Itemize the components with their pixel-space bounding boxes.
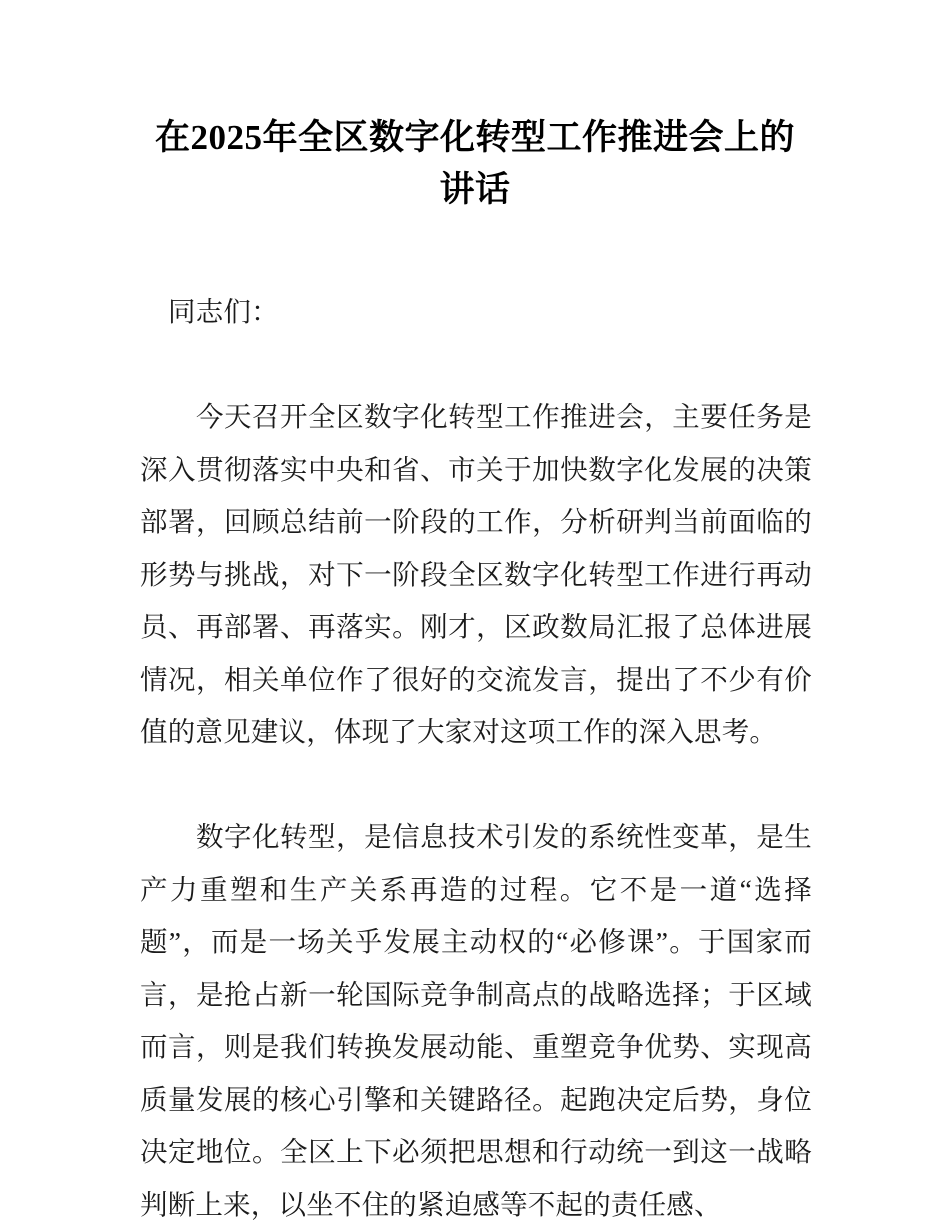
paragraph-spacer xyxy=(140,339,812,392)
document-body xyxy=(140,286,812,1230)
body-paragraph-1: 今天召开全区数字化转型工作推进会，主要任务是深入贯彻落实中央和省、市关于加快数字化发展的决策部署，回顾总结前一阶段的工作，分析研判当前面临的形势与挑战，对下一阶段全区数字化转型工作进行再动员、再部署、再落实。刚才，区政数局汇报了总体进展情况，相关单位作了很好的交流发言，提出了不少有价值的意见建议，体现了大家对这项工作的深入思考。 xyxy=(140,401,812,747)
page-title: 在2025年全区数字化转型工作推进会上的讲话 xyxy=(154,118,795,209)
paragraph-spacer xyxy=(140,759,812,812)
body-paragraph-2: 数字化转型，是信息技术引发的系统性变革，是生产力重塑和生产关系再造的过程。它不是一道“选择题”，而是一场关乎发展主动权的“必修课”。于国家而言，是抢占新一轮国际竞争制高点的战略选择；于区域而言，则是我们转换发展动能、重塑竞争优势、实现高质量发展的核心引擎和关键路径。起跑决定后势，身位决定地位。全区上下必须把思想和行动统一到这一战略判断上来，以坐不住的紧迫感等不起的责任感、 xyxy=(140,821,812,1220)
salutation-line: 同志们： xyxy=(168,296,279,327)
